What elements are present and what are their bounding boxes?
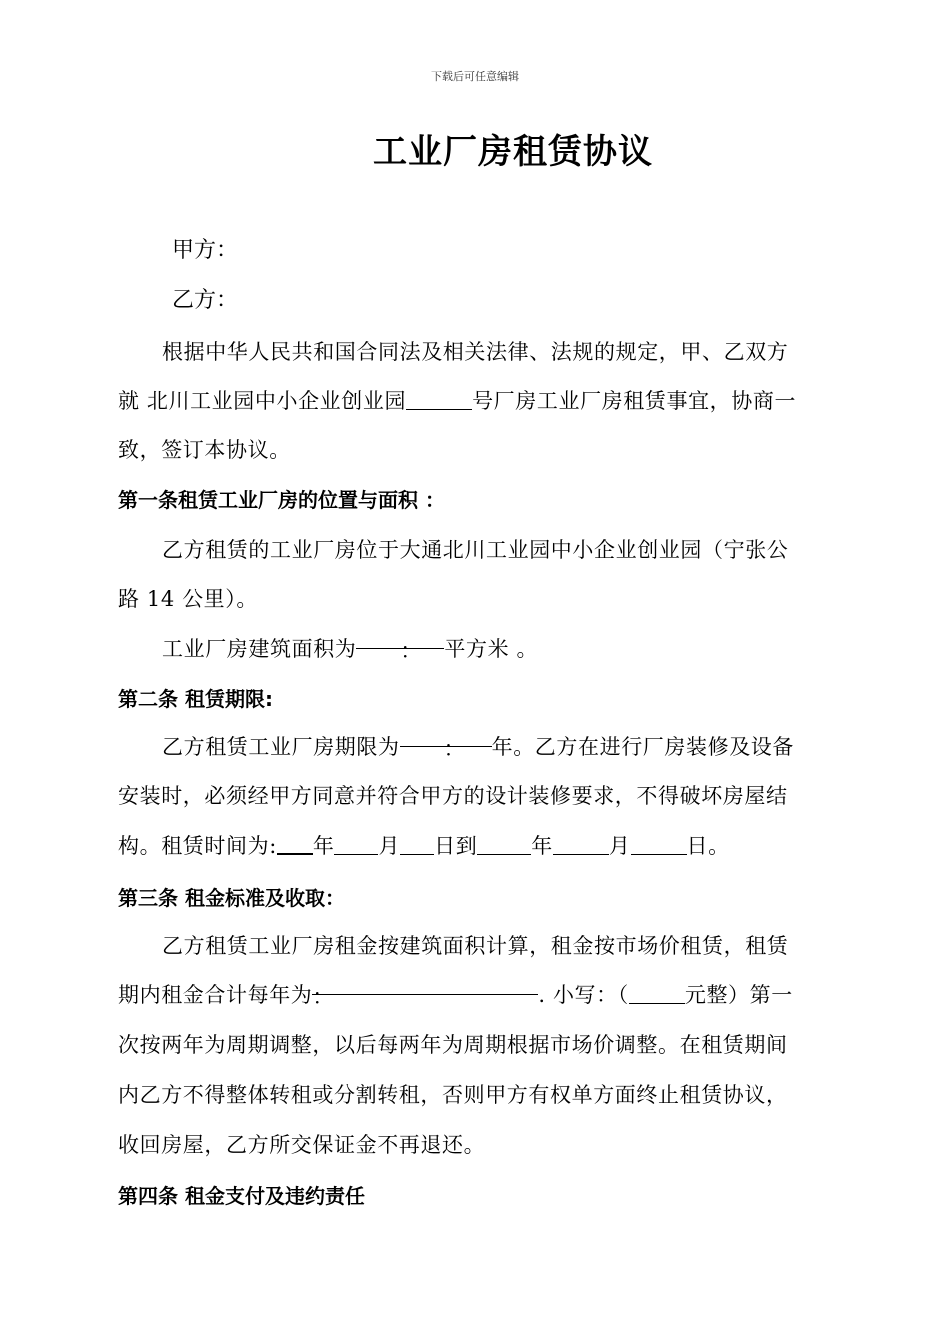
- article-1-line-1: 乙方租赁的工业厂房位于大通北川工业园中小企业创业园（宁张公: [162, 538, 789, 562]
- article-3-line-3: 次按两年为周期调整，以后每两年为周期根据市场价调整。在租赁期间: [118, 1033, 788, 1057]
- article-3-heading: 第三条 租金标准及收取：: [118, 886, 345, 910]
- intro-line-2-post: 号厂房工业厂房租赁事宜，协商一: [472, 389, 797, 413]
- area-label: 工业厂房建筑面积为: [162, 637, 357, 661]
- rent-lowercase-label: . 小写：（: [538, 983, 629, 1007]
- rent-label: 期内租金合计每年为: [118, 983, 313, 1007]
- article-2-heading: 第二条 租赁期限:: [118, 687, 273, 711]
- end-year-unit: 年: [531, 834, 553, 858]
- term-label: 乙方租赁工业厂房期限为: [162, 735, 400, 759]
- end-day-unit: 日。: [686, 834, 730, 858]
- article-2-line-2: 安装时，必须经甲方同意并符合甲方的设计装修要求，不得破坏房屋结: [118, 784, 788, 808]
- rent-words-blank: [629, 981, 685, 1004]
- document-title: 工业厂房租赁协议: [373, 132, 653, 172]
- term-colon: ：: [443, 737, 466, 761]
- article-3-line-5: 收回房屋，乙方所交保证金不再退还。: [118, 1133, 486, 1157]
- area-colon: ：: [400, 639, 423, 663]
- start-day-unit: 日到: [434, 834, 478, 858]
- article-1-line-2: 路 14 公里）。: [118, 587, 258, 611]
- party-b-label: 乙方：: [172, 288, 239, 313]
- article-3-line-1: 乙方租赁工业厂房租金按建筑面积计算，租金按市场价租赁，租赁: [162, 934, 789, 958]
- start-month-blank: [334, 832, 378, 855]
- term-blank: [400, 724, 492, 761]
- article-1-area-line: [118, 624, 830, 674]
- rent-colon: ：: [312, 985, 335, 1009]
- intro-line-3: 致，签订本协议。: [118, 438, 291, 462]
- party-a-label: 甲方：: [172, 238, 239, 263]
- start-day-blank: [400, 832, 434, 855]
- period-label: 构。租赁时间为:: [118, 834, 277, 858]
- article-2-line-1: [118, 722, 830, 772]
- article-4-heading: 第四条 租金支付及违约责任: [118, 1184, 365, 1208]
- article-1-heading: 第一条租赁工业厂房的位置与面积 ：: [118, 488, 445, 512]
- article-2-line-3: [118, 821, 830, 871]
- end-month-blank: [553, 832, 609, 855]
- end-month-unit: 月: [608, 834, 631, 858]
- header-note: 下载后可任意编辑: [431, 70, 519, 83]
- area-unit: 平方米 。: [444, 637, 539, 661]
- end-day-blank: [631, 832, 687, 855]
- intro-line-1: 根据中华人民共和国合同法及相关法律、法规的规定，甲、乙双方: [162, 340, 789, 364]
- term-post: 年。乙方在进行厂房装修及设备: [491, 735, 795, 759]
- rent-post: 元整）第一: [684, 983, 793, 1007]
- area-blank: [356, 626, 444, 663]
- intro-line-2: [118, 376, 830, 426]
- article-3-line-2: [118, 970, 830, 1020]
- rent-amount-blank: [312, 972, 538, 1009]
- start-year-unit: 年: [312, 834, 335, 858]
- article-3-line-4: 内乙方不得整体转租或分割转租，否则甲方有权单方面终止租赁协议，: [118, 1083, 788, 1107]
- intro-line-2-pre: 就 北川工业园中小企业创业园: [118, 389, 407, 413]
- start-year-blank: [277, 831, 313, 855]
- factory-number-blank: [406, 387, 472, 410]
- start-month-unit: 月: [378, 834, 401, 858]
- end-year-blank: [477, 832, 531, 855]
